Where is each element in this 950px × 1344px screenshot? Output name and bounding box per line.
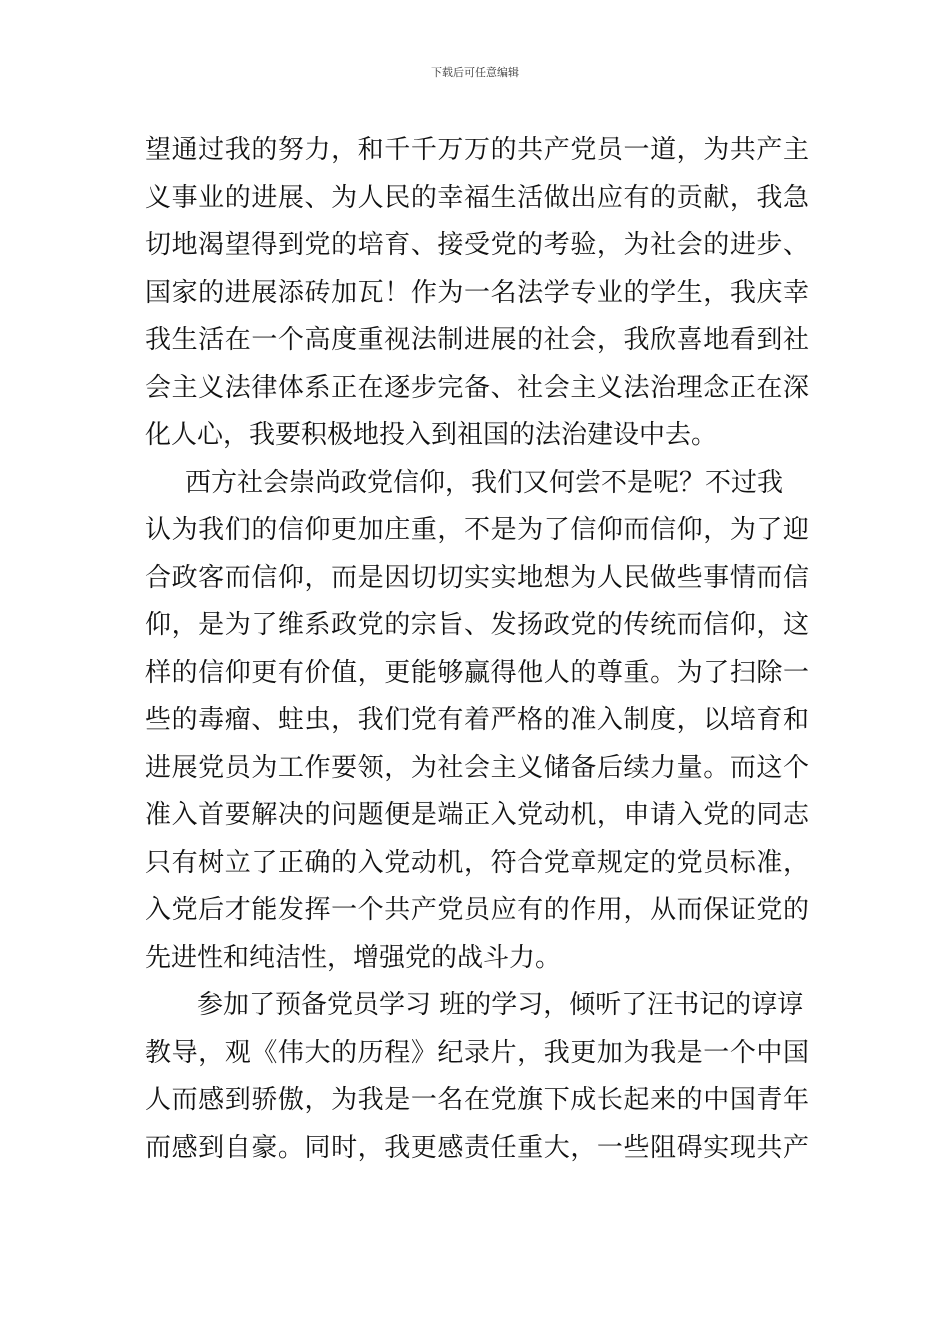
text-line: 国家的进展添砖加瓦！作为一名法学专业的学生，我庆幸 <box>145 277 809 308</box>
text-line: 样的信仰更有价值，更能够赢得他人的尊重。为了扫除一 <box>145 657 809 688</box>
text-line: 合政客而信仰，而是因切切实实地想为人民做些事情而信 <box>145 562 809 593</box>
text-line: 而感到自豪。同时，我更感责任重大，一些阻碍实现共产 <box>145 1132 809 1163</box>
text-line: 参加了预备党员学习 班的学习，倾听了汪书记的谆谆 <box>197 990 804 1020</box>
text-line: 人而感到骄傲，为我是一名在党旗下成长起来的中国青年 <box>145 1085 809 1115</box>
body-text <box>145 127 809 1172</box>
text-line: 入党后才能发挥一个共产党员应有的作用，从而保证党的 <box>145 895 809 925</box>
text-line: 进展党员为工作要领，为社会主义储备后续力量。而这个 <box>145 752 809 783</box>
text-line: 些的毒瘤、蛀虫，我们党有着严格的准入制度，以培育和 <box>145 705 809 735</box>
text-line: 教导，观《伟大的历程》纪录片，我更加为我是一个中国 <box>145 1037 809 1068</box>
text-line: 会主义法律体系正在逐步完备、社会主义法治理念正在深 <box>145 372 809 403</box>
text-line: 先进性和纯洁性，增强党的战斗力。 <box>145 942 562 973</box>
text-line: 望通过我的努力，和千千万万的共产党员一道，为共产主 <box>145 135 809 165</box>
text-line: 只有树立了正确的入党动机，符合党章规定的党员标准， <box>145 847 809 878</box>
text-line: 西方社会崇尚政党信仰，我们又何尝不是呢？不过我 <box>185 467 784 498</box>
text-line: 准入首要解决的问题便是端正入党动机，申请入党的同志 <box>145 800 809 830</box>
text-line: 切地渴望得到党的培育、接受党的考验，为社会的进步、 <box>145 230 809 260</box>
text-line: 认为我们的信仰更加庄重，不是为了信仰而信仰，为了迎 <box>145 515 809 545</box>
text-line: 义事业的进展、为人民的幸福生活做出应有的贡献，我急 <box>145 182 809 213</box>
text-line: 化人心，我要积极地投入到祖国的法治建设中去。 <box>145 420 718 450</box>
page-header: 下载后可任意编辑 <box>431 66 519 79</box>
text-line: 我生活在一个高度重视法制进展的社会，我欣喜地看到社 <box>145 325 809 355</box>
text-line: 仰，是为了维系政党的宗旨、发扬政党的传统而信仰，这 <box>145 610 809 640</box>
